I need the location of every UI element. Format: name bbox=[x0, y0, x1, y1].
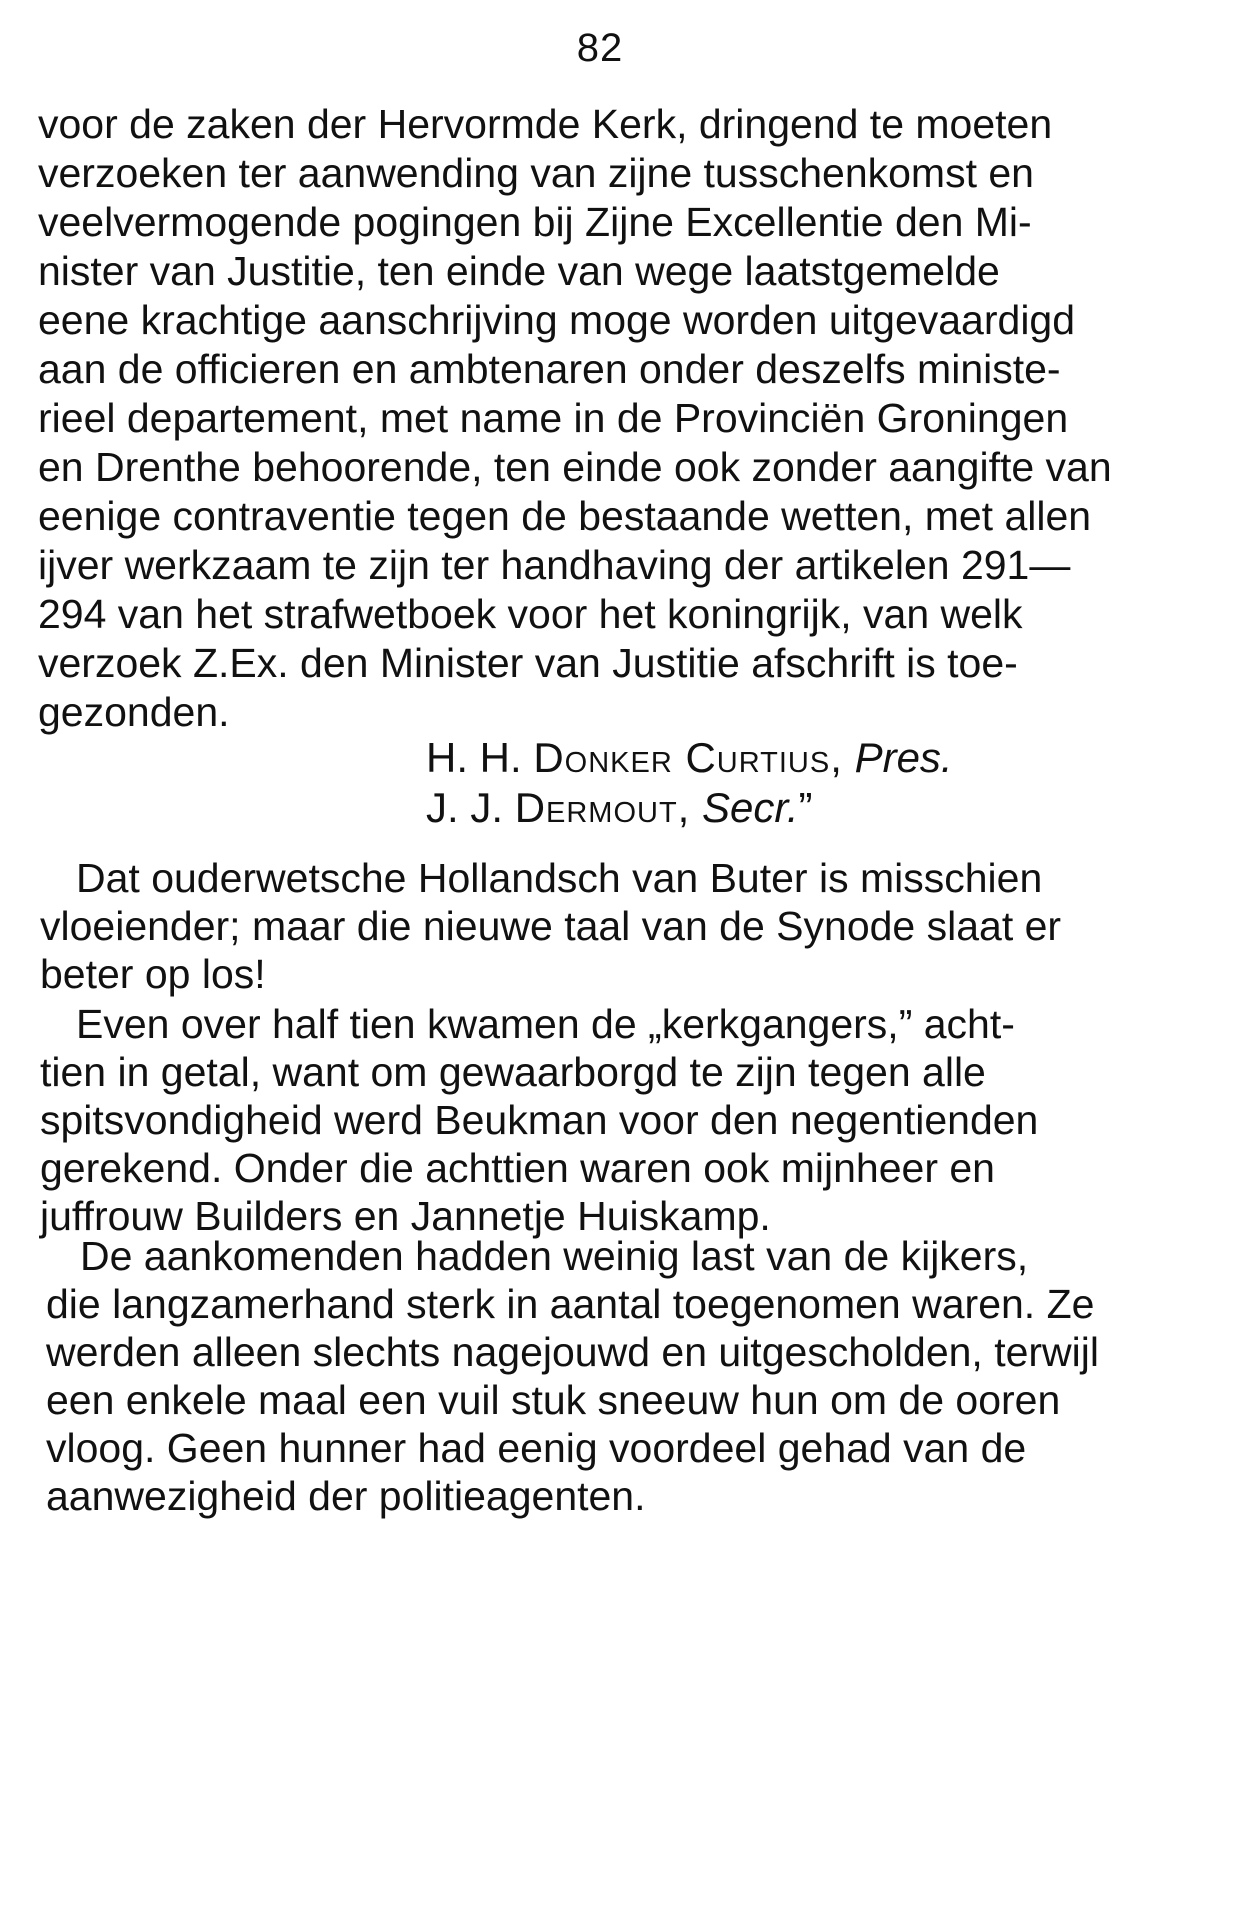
text-line: spitsvondigheid werd Beukman voor den negentienden bbox=[40, 1097, 1039, 1143]
text-line: tien in getal, want om gewaarborgd te zijn tegen alle bbox=[40, 1049, 986, 1095]
text-line: en Drenthe behoorende, ten einde ook zonder aangifte van bbox=[38, 444, 1112, 490]
signature-role: Pres. bbox=[854, 734, 953, 781]
signature-initials: J. J. bbox=[426, 784, 504, 831]
text-line: nister van Justitie, ten einde van wege laatstgemelde bbox=[38, 248, 1000, 294]
text-line: eene krachtige aanschrijving moge worden uitgevaardigd bbox=[38, 297, 1076, 343]
text-line: vloog. Geen hunner had eenig voordeel gehad van de bbox=[46, 1425, 1027, 1471]
text-line: Even over half tien kwamen de „kerkgangers,” acht- bbox=[76, 1001, 1015, 1047]
page-number: 82 bbox=[576, 26, 624, 70]
signature-name: Donker Curtius, bbox=[533, 734, 843, 781]
text-line: rieel departement, met name in de Provinciën Groningen bbox=[38, 395, 1069, 441]
signature-name: Dermout, bbox=[514, 784, 691, 831]
text-line: eenige contraventie tegen de bestaande wetten, met allen bbox=[38, 493, 1092, 539]
text-line: aan de officieren en ambtenaren onder deszelfs ministe- bbox=[38, 346, 1061, 392]
text-line: juffrouw Builders en Jannetje Huiskamp. bbox=[40, 1193, 771, 1239]
signature-initials: H. H. bbox=[426, 734, 522, 781]
text-line: veelvermogende pogingen bij Zijne Excellentie den Mi- bbox=[38, 199, 1032, 245]
text-line: voor de zaken der Hervormde Kerk, dringend te moeten bbox=[38, 101, 1053, 147]
text-line: De aankomenden hadden weinig last van de kijkers, bbox=[80, 1233, 1029, 1279]
text-line: beter op los! bbox=[40, 951, 266, 997]
signature-role: Secr. bbox=[702, 784, 799, 831]
text-line: gerekend. Onder die achttien waren ook mijnheer en bbox=[40, 1145, 995, 1191]
text-line: ijver werkzaam te zijn ter handhaving der artikelen 291— bbox=[38, 542, 1071, 588]
text-line: werden alleen slechts nagejouwd en uitgescholden, terwijl bbox=[46, 1329, 1099, 1375]
text-line: verzoeken ter aanwending van zijne tusschenkomst en bbox=[38, 150, 1034, 196]
text-line: Dat ouderwetsche Hollandsch van Buter is misschien bbox=[76, 855, 1043, 901]
closing-quote: ” bbox=[798, 784, 813, 831]
signature-secretary bbox=[426, 780, 813, 836]
text-line: aanwezigheid der politieagenten. bbox=[46, 1473, 646, 1519]
text-line: verzoek Z.Ex. den Minister van Justitie afschrift is toe- bbox=[38, 640, 1018, 686]
text-line: een enkele maal een vuil stuk sneeuw hun om de ooren bbox=[46, 1377, 1061, 1423]
text-line: vloeiender; maar die nieuwe taal van de Synode slaat er bbox=[40, 903, 1062, 949]
text-line: 294 van het strafwetboek voor het koningrijk, van welk bbox=[38, 591, 1023, 637]
text-line: die langzamerhand sterk in aantal toegenomen waren. Ze bbox=[46, 1281, 1095, 1327]
text-line: gezonden. bbox=[38, 689, 230, 735]
signature-president bbox=[426, 730, 953, 786]
